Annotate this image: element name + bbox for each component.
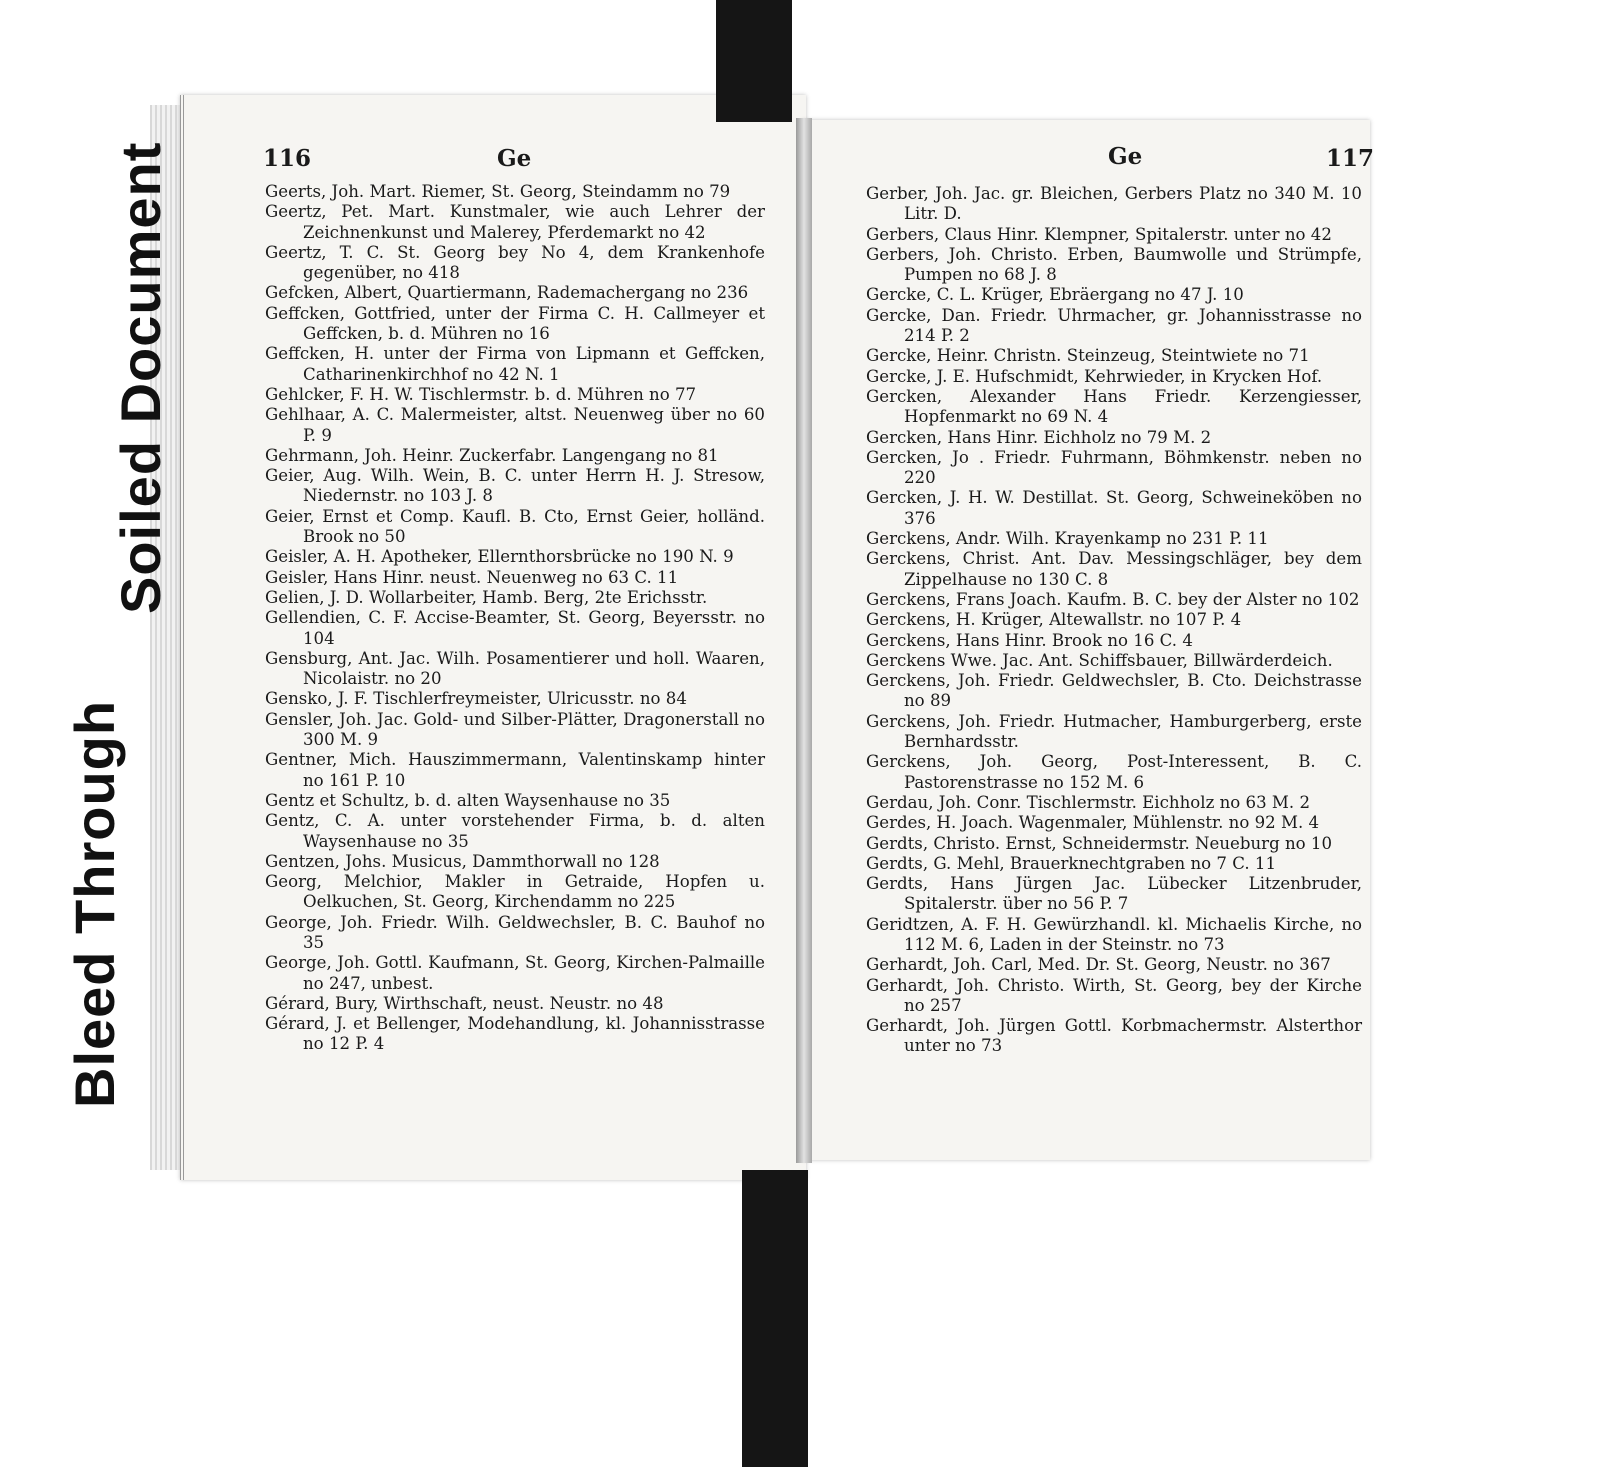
list-item: Gercke, J. E. Hufschmidt, Kehrwieder, in Krycken Hof. bbox=[866, 366, 1323, 386]
right-entry-list bbox=[866, 184, 1362, 1057]
list-item: Geffcken, H. unter der Firma von Lipmann et Geffcken, Catharinenkirchhof no 42 N. 1 bbox=[265, 344, 765, 384]
list-item: Geisler, Hans Hinr. neust. Neuenweg no 63 C. 11 bbox=[265, 567, 679, 587]
list-item: Gerhardt, Joh. Jürgen Gottl. Korbmachermstr. Alsterthor unter no 73 bbox=[866, 1016, 1362, 1056]
list-item: Gerckens, Christ. Ant. Dav. Messingschläger, bey dem Zippelhause no 130 C. 8 bbox=[866, 549, 1362, 589]
list-item: Gentz et Schultz, b. d. alten Waysenhause no 35 bbox=[265, 790, 671, 810]
left-page-header: Ge bbox=[497, 145, 532, 172]
list-item: Gensler, Joh. Jac. Gold- und Silber-Plätter, Dragonerstall no 300 M. 9 bbox=[265, 709, 765, 750]
list-item: Gefcken, Albert, Quartiermann, Rademachergang no 236 bbox=[265, 283, 749, 303]
list-item: Geier, Ernst et Comp. Kaufl. B. Cto, Ernst Geier, holländ. Brook no 50 bbox=[265, 506, 765, 547]
list-item: Geffcken, Gottfried, unter der Firma C. H. Callmeyer et Geffcken, b. d. Mühren no 16 bbox=[265, 303, 765, 344]
list-item: Gercke, C. L. Krüger, Ebräergang no 47 J. 10 bbox=[866, 285, 1244, 305]
list-item: Gérard, J. et Bellenger, Modehandlung, kl. Johannisstrasse no 12 P. 4 bbox=[265, 1014, 765, 1054]
list-item: Gercken, Alexander Hans Friedr. Kerzengiesser, Hopfenmarkt no 69 N. 4 bbox=[866, 386, 1362, 427]
list-item: Gerckens, Andr. Wilh. Krayenkamp no 231 P. 11 bbox=[866, 529, 1269, 549]
list-item: Gerckens, Hans Hinr. Brook no 16 C. 4 bbox=[866, 630, 1193, 650]
list-item: Gerber, Joh. Jac. gr. Bleichen, Gerbers Platz no 340 M. 10 Litr. D. bbox=[866, 184, 1362, 224]
list-item: Gerhardt, Joh. Christo. Wirth, St. Georg, bey der Kirche no 257 bbox=[866, 975, 1362, 1015]
list-item: Gensburg, Ant. Jac. Wilh. Posamentierer und holl. Waaren, Nicolaistr. no 20 bbox=[265, 648, 765, 689]
list-item: Gentz, C. A. unter vorstehender Firma, b. d. alten Waysenhause no 35 bbox=[265, 811, 765, 851]
list-item: Geisler, A. H. Apotheker, Ellernthorsbrücke no 190 N. 9 bbox=[265, 547, 734, 567]
list-item: Geier, Aug. Wilh. Wein, B. C. unter Herrn H. J. Stresow, Niedernstr. no 103 J. 8 bbox=[265, 466, 765, 506]
list-item: Gerdes, H. Joach. Wagenmaler, Mühlenstr. no 92 M. 4 bbox=[866, 813, 1320, 833]
list-item: Gensko, J. F. Tischlerfreymeister, Ulricusstr. no 84 bbox=[265, 689, 687, 709]
left-page-number: 116 bbox=[263, 145, 312, 172]
right-page-header: Ge bbox=[1108, 143, 1143, 170]
list-item: Gercken, Jo . Friedr. Fuhrmann, Böhmkenstr. neben no 220 bbox=[866, 447, 1362, 488]
list-item: Gercke, Heinr. Christn. Steinzeug, Steintwiete no 71 bbox=[866, 346, 1310, 366]
list-item: Geridtzen, A. F. H. Gewürzhandl. kl. Michaelis Kirche, no 112 M. 6, Laden in der Steinstr. no 73 bbox=[866, 914, 1362, 954]
list-item: Gerdts, Hans Jürgen Jac. Lübecker Litzenbruder, Spitalerstr. über no 56 P. 7 bbox=[866, 874, 1362, 914]
spine-clip-bottom bbox=[742, 1170, 808, 1467]
list-item: Gerhardt, Joh. Carl, Med. Dr. St. Georg, Neustr. no 367 bbox=[866, 955, 1331, 975]
list-item: George, Joh. Gottl. Kaufmann, St. Georg, Kirchen-Palmaille no 247, unbest. bbox=[265, 953, 765, 993]
book-gutter bbox=[796, 118, 812, 1163]
list-item: Gercken, Hans Hinr. Eichholz no 79 M. 2 bbox=[866, 427, 1212, 447]
list-item: Gentner, Mich. Hauszimmermann, Valentinskamp hinter no 161 P. 10 bbox=[265, 750, 765, 790]
soiled-document-label: Soiled Document bbox=[109, 141, 172, 614]
list-item: Gelien, J. D. Wollarbeiter, Hamb. Berg, 2te Erichsstr. bbox=[265, 587, 708, 607]
list-item: Gehlcker, F. H. W. Tischlermstr. b. d. Mühren no 77 bbox=[265, 384, 697, 404]
list-item: Gerckens, Frans Joach. Kaufm. B. C. bey der Alster no 102 bbox=[866, 589, 1360, 609]
right-page-number: 117 bbox=[1326, 145, 1375, 172]
list-item: Gehlhaar, A. C. Malermeister, altst. Neuenweg über no 60 P. 9 bbox=[265, 405, 765, 445]
list-item: Geertz, Pet. Mart. Kunstmaler, wie auch Lehrer der Zeichnenkunst und Malerey, Pferdemarkt no 42 bbox=[265, 202, 765, 242]
list-item: Gerdts, G. Mehl, Brauerknechtgraben no 7 C. 11 bbox=[866, 853, 1277, 873]
list-item: Gerdts, Christo. Ernst, Schneidermstr. Neueburg no 10 bbox=[866, 833, 1333, 853]
list-item: Gercken, J. H. W. Destillat. St. Georg, Schweineköben no 376 bbox=[866, 488, 1362, 528]
list-item: Gerbers, Claus Hinr. Klempner, Spitalerstr. unter no 42 bbox=[866, 224, 1332, 244]
list-item: Gerckens, H. Krüger, Altewallstr. no 107 P. 4 bbox=[866, 610, 1242, 630]
list-item: Gehrmann, Joh. Heinr. Zuckerfabr. Langengang no 81 bbox=[265, 445, 719, 465]
list-item: Gerbers, Joh. Christo. Erben, Baumwolle und Strümpfe, Pumpen no 68 J. 8 bbox=[866, 244, 1362, 285]
list-item: Gerckens, Joh. Friedr. Hutmacher, Hamburgerberg, erste Bernhardsstr. bbox=[866, 711, 1362, 752]
list-item: Geerts, Joh. Mart. Riemer, St. Georg, Steindamm no 79 bbox=[265, 182, 731, 201]
list-item: Gellendien, C. F. Accise-Beamter, St. Georg, Beyersstr. no 104 bbox=[265, 608, 765, 648]
list-item: Gérard, Bury, Wirthschaft, neust. Neustr. no 48 bbox=[265, 993, 664, 1013]
list-item: Gerdau, Joh. Conr. Tischlermstr. Eichholz no 63 M. 2 bbox=[866, 792, 1311, 812]
spine-clip-top bbox=[716, 0, 792, 122]
list-item: Gentzen, Johs. Musicus, Dammthorwall no 128 bbox=[265, 851, 660, 871]
bleed-through-label: Bleed Through bbox=[63, 699, 126, 1108]
left-entry-list bbox=[265, 182, 765, 1055]
list-item: Gercke, Dan. Friedr. Uhrmacher, gr. Johannisstrasse no 214 P. 2 bbox=[866, 305, 1362, 346]
list-item: Gerckens Wwe. Jac. Ant. Schiffsbauer, Billwärderdeich. bbox=[866, 650, 1333, 670]
list-item: Geertz, T. C. St. Georg bey No 4, dem Krankenhofe gegenüber, no 418 bbox=[265, 242, 765, 283]
list-item: Georg, Melchior, Makler in Getraide, Hopfen u. Oelkuchen, St. Georg, Kirchendamm no 225 bbox=[265, 872, 765, 912]
list-item: Gerckens, Joh. Georg, Post-Interessent, B. C. Pastorenstrasse no 152 M. 6 bbox=[866, 752, 1362, 792]
list-item: Gerckens, Joh. Friedr. Geldwechsler, B. Cto. Deichstrasse no 89 bbox=[866, 671, 1362, 711]
list-item: George, Joh. Friedr. Wilh. Geldwechsler, B. C. Bauhof no 35 bbox=[265, 912, 765, 952]
